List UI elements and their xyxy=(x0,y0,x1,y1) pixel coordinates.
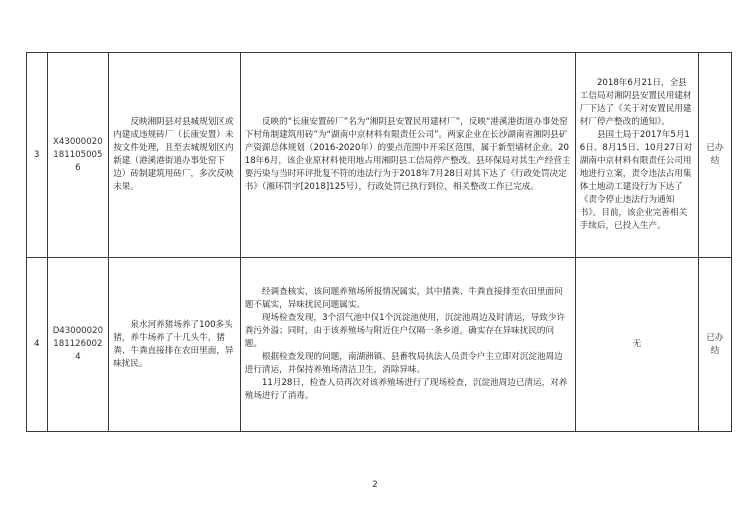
row-number: 4 xyxy=(27,258,48,432)
result-paragraph: 现场检查发现，3个沼气池中仅1个沉淀池使用，沉淀池周边及时清运，导致少许粪污外溢；同时，由于该养殖场与附近住户仅隔一条乡道，确实存在异味扰民的问题。 xyxy=(244,313,566,349)
complaint-table xyxy=(26,52,732,432)
result-paragraph: 11月28日，检查人员再次对该养殖场进行了现场检查，沉淀池周边已清运，对养殖场进行了消毒。 xyxy=(244,378,568,401)
case-code-line: D43000020 xyxy=(52,326,104,336)
table-row xyxy=(27,258,732,432)
handling-measures: 无 xyxy=(575,258,698,432)
case-code xyxy=(47,53,109,258)
complaint-content: 反映湘阴县对县城规划区或内建成违规砖厂（长康安置）未按文件处理，且至去城规划区内新建（港溪港街道办事处窑下边）砖制建筑用砖厂，多次反映未果。 xyxy=(109,53,241,258)
case-code-line: X43000020 xyxy=(53,136,103,147)
page-number: 2 xyxy=(372,480,378,490)
status-cell: 已办结 xyxy=(699,258,732,432)
case-code-line: 4 xyxy=(75,352,81,362)
row-number: 3 xyxy=(27,53,48,258)
handling-measure-paragraph: 县国土局于2017年5月16日、8月15日、10月27日对湖南中京材料有限责任公司用地进行立案，责令违法占用集体土地动工建设行为下达了《责令停止违法行为通知书》。目前，该企业完善相关手续后，已投入生产。 xyxy=(579,130,693,231)
handling-measure-paragraph: 2018年6月21日，全县工信局对湘阴县安置民用建材厂下达了《关于对安置民用建材厂停产整改的通知》。 xyxy=(579,78,692,127)
case-code-line: 181105005 xyxy=(53,149,103,160)
case-code-line: 6 xyxy=(75,162,81,173)
result-paragraph: 根据检查发现的问题，南湖洲镇、县畜牧局执法人员责令户主立即对沉淀池周边进行清运，并保持养殖场清洁卫生，消除异味。 xyxy=(244,352,563,375)
result-paragraph: 经调查核实，该问题养殖场所报情况属实，其中猪粪、牛粪直接排至农田里面问题不属实，异味扰民问题属实。 xyxy=(244,287,563,310)
investigation-result: 反映的“长康安置砖厂”名为“湘阴县安置民用建材厂”，反映“港溪港街道办事处窑下村角制建筑用砖”为“湖南中京材料有限责任公司”。两家企业在长沙湖南省湘阴县矿产资源总体规划（2016-2020年）的要点范围中开采区范围，属于新型墙材企业。2018年6月，该企业原材料使用地占用湘阴县工信局停产整改。县环保局对其生产经营主要污染与当时环评批复不符的违法行为于2018年7月28日对其下达了《行政处罚决定书》（湘环罚字[2018]125号），行政处罚已执行到位，相关整改工作已完成。 xyxy=(240,53,575,258)
handling-measures xyxy=(575,53,698,258)
investigation-result xyxy=(240,258,575,432)
table-row xyxy=(27,53,732,258)
status-cell: 已办结 xyxy=(699,53,732,258)
case-code-line: 181126002 xyxy=(53,339,103,349)
case-code xyxy=(47,258,109,432)
complaint-content: 泉水河养猪场养了100多头猪，养牛场养了十几头牛，猪粪、牛粪直接排在农田里面，异味扰民。 xyxy=(109,258,241,432)
